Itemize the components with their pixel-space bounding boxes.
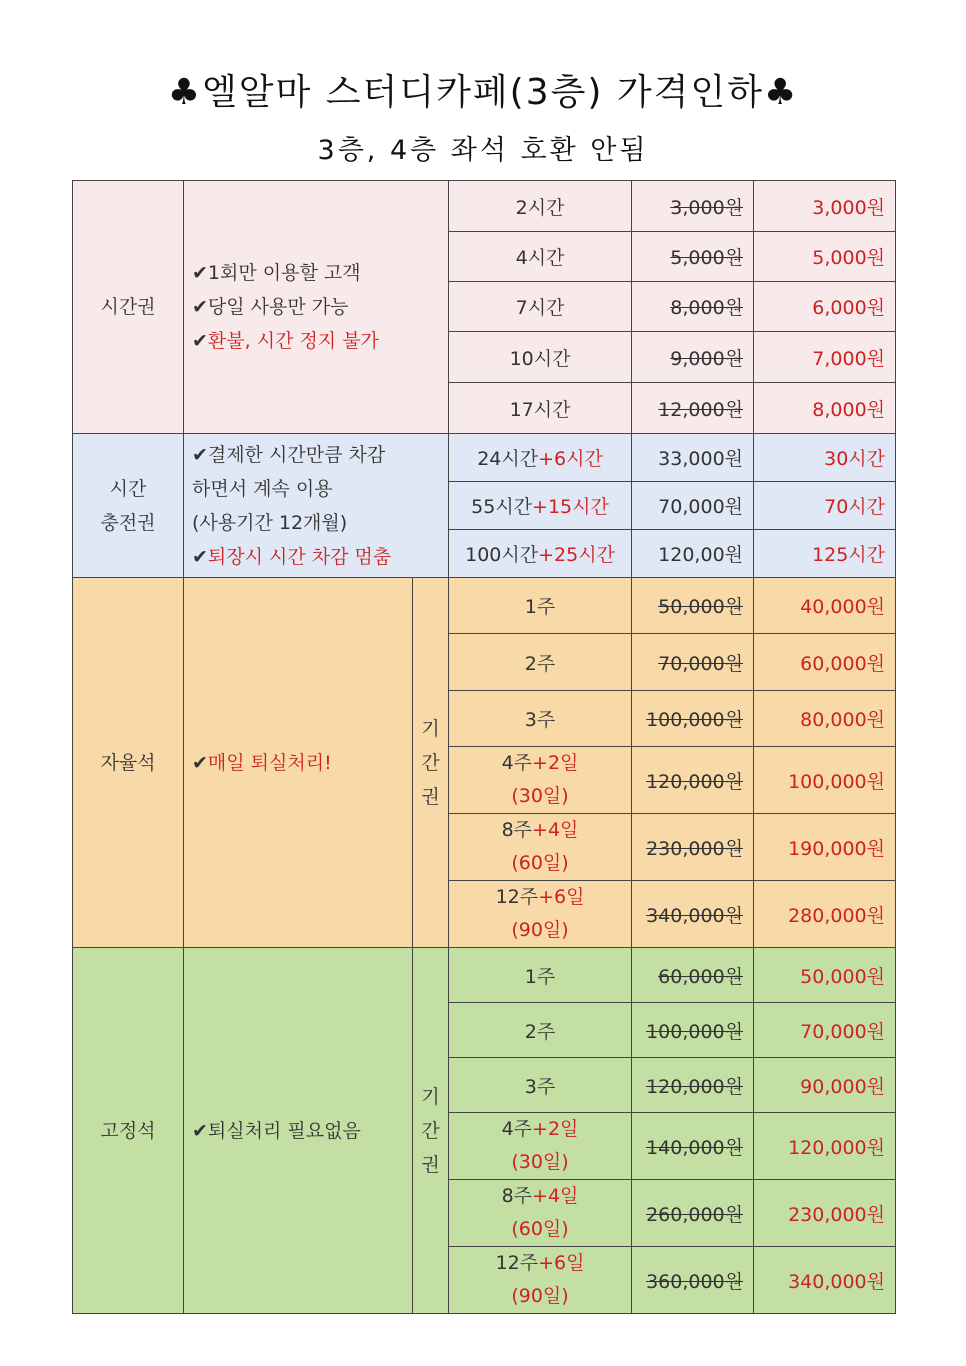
table-row: [73, 434, 896, 482]
old-price: 8,000원: [670, 297, 744, 319]
duration-cell: 24시간+6시간: [449, 434, 632, 482]
new-price: 280,000원: [754, 881, 896, 948]
duration-cell: 4주+2일 (30일): [449, 1113, 632, 1180]
old-price: 5,000원: [670, 247, 744, 269]
duration-cell: 12주+6일 (90일): [449, 881, 632, 948]
old-price: 140,000원: [646, 1136, 744, 1159]
old-price: 12,000원: [658, 398, 744, 421]
new-price: 90,000원: [754, 1058, 896, 1113]
price-cell: 120,00원: [632, 530, 754, 578]
old-price: 50,000원: [658, 596, 744, 618]
new-price: 190,000원: [754, 814, 896, 881]
duration-cell: 100시간+25시간: [449, 530, 632, 578]
description-cell: ✔퇴실처리 필요없음: [184, 948, 413, 1314]
check-icon: ✔: [192, 296, 208, 318]
check-icon: ✔: [192, 330, 208, 352]
duration-cell: 2주: [449, 634, 632, 691]
new-price: 80,000원: [754, 691, 896, 747]
category-cell: 자율석: [73, 578, 184, 948]
old-price: 3,000원: [670, 196, 744, 219]
duration-cell: 8주+4일 (60일): [449, 1180, 632, 1247]
duration-cell: 12주+6일 (90일): [449, 1247, 632, 1314]
description-cell: ✔결제한 시간만큼 차감 하면서 계속 이용 (사용기간 12개월) ✔퇴장시 시간 차감 멈춤: [184, 434, 449, 578]
new-price: 8,000원: [754, 383, 896, 434]
old-price: 120,000원: [646, 1075, 744, 1098]
duration-cell: 4주+2일 (30일): [449, 747, 632, 814]
old-price: 100,000원: [646, 1020, 744, 1043]
old-price: 100,000원: [646, 709, 744, 731]
price-table: [72, 180, 896, 1314]
old-price: 120,000원: [646, 770, 744, 793]
old-price: 60,000원: [658, 965, 744, 988]
duration-cell: 2시간: [449, 181, 632, 232]
old-price: 70,000원: [658, 652, 744, 675]
total-hours: 70시간: [754, 482, 896, 530]
duration-cell: 1주: [449, 948, 632, 1003]
old-price: 9,000원: [670, 347, 744, 370]
duration-cell: 4시간: [449, 232, 632, 282]
table-row: [73, 578, 896, 634]
description-cell: ✔매일 퇴실처리!: [184, 578, 413, 948]
new-price: 40,000원: [754, 578, 896, 634]
category-cell: 고정석: [73, 948, 184, 1314]
new-price: 100,000원: [754, 747, 896, 814]
check-icon: ✔: [192, 262, 208, 284]
table-row: [73, 948, 896, 1003]
check-icon: ✔: [192, 751, 208, 774]
total-hours: 125시간: [754, 530, 896, 578]
old-price: 360,000원: [646, 1270, 744, 1293]
new-price: 50,000원: [754, 948, 896, 1003]
new-price: 3,000원: [754, 181, 896, 232]
duration-cell: 17시간: [449, 383, 632, 434]
price-cell: 70,000원: [632, 482, 754, 530]
duration-cell: 8주+4일 (60일): [449, 814, 632, 881]
new-price: 6,000원: [754, 282, 896, 332]
period-pass-label: 기 간 권: [413, 578, 449, 948]
old-price: 260,000원: [646, 1203, 744, 1226]
total-hours: 30시간: [754, 434, 896, 482]
new-price: 7,000원: [754, 332, 896, 383]
description-cell: ✔1회만 이용할 고객 ✔당일 사용만 가능 ✔환불, 시간 정지 불가: [184, 181, 449, 434]
table-row: [73, 181, 896, 232]
period-pass-label: 기 간 권: [413, 948, 449, 1314]
duration-cell: 10시간: [449, 332, 632, 383]
category-cell: 시간 충전권: [73, 434, 184, 578]
new-price: 70,000원: [754, 1003, 896, 1058]
new-price: 120,000원: [754, 1113, 896, 1180]
duration-cell: 3주: [449, 691, 632, 747]
page-title: ♣엘알마 스터디카페(3층) 가격인하♣: [167, 72, 799, 113]
old-price: 340,000원: [646, 904, 744, 927]
duration-cell: 1주: [449, 578, 632, 634]
check-icon: ✔: [192, 443, 208, 466]
duration-cell: 7시간: [449, 282, 632, 332]
new-price: 60,000원: [754, 634, 896, 691]
price-cell: 33,000원: [632, 434, 754, 482]
duration-cell: 2주: [449, 1003, 632, 1058]
duration-cell: 3주: [449, 1058, 632, 1113]
new-price: 340,000원: [754, 1247, 896, 1314]
check-icon: ✔: [192, 545, 208, 568]
new-price: 230,000원: [754, 1180, 896, 1247]
duration-cell: 55시간+15시간: [449, 482, 632, 530]
check-icon: ✔: [192, 1119, 208, 1142]
new-price: 5,000원: [754, 232, 896, 282]
category-cell: 시간권: [73, 181, 184, 434]
page-subtitle: 3층, 4층 좌석 호환 안됨: [317, 135, 649, 166]
old-price: 230,000원: [646, 837, 744, 860]
